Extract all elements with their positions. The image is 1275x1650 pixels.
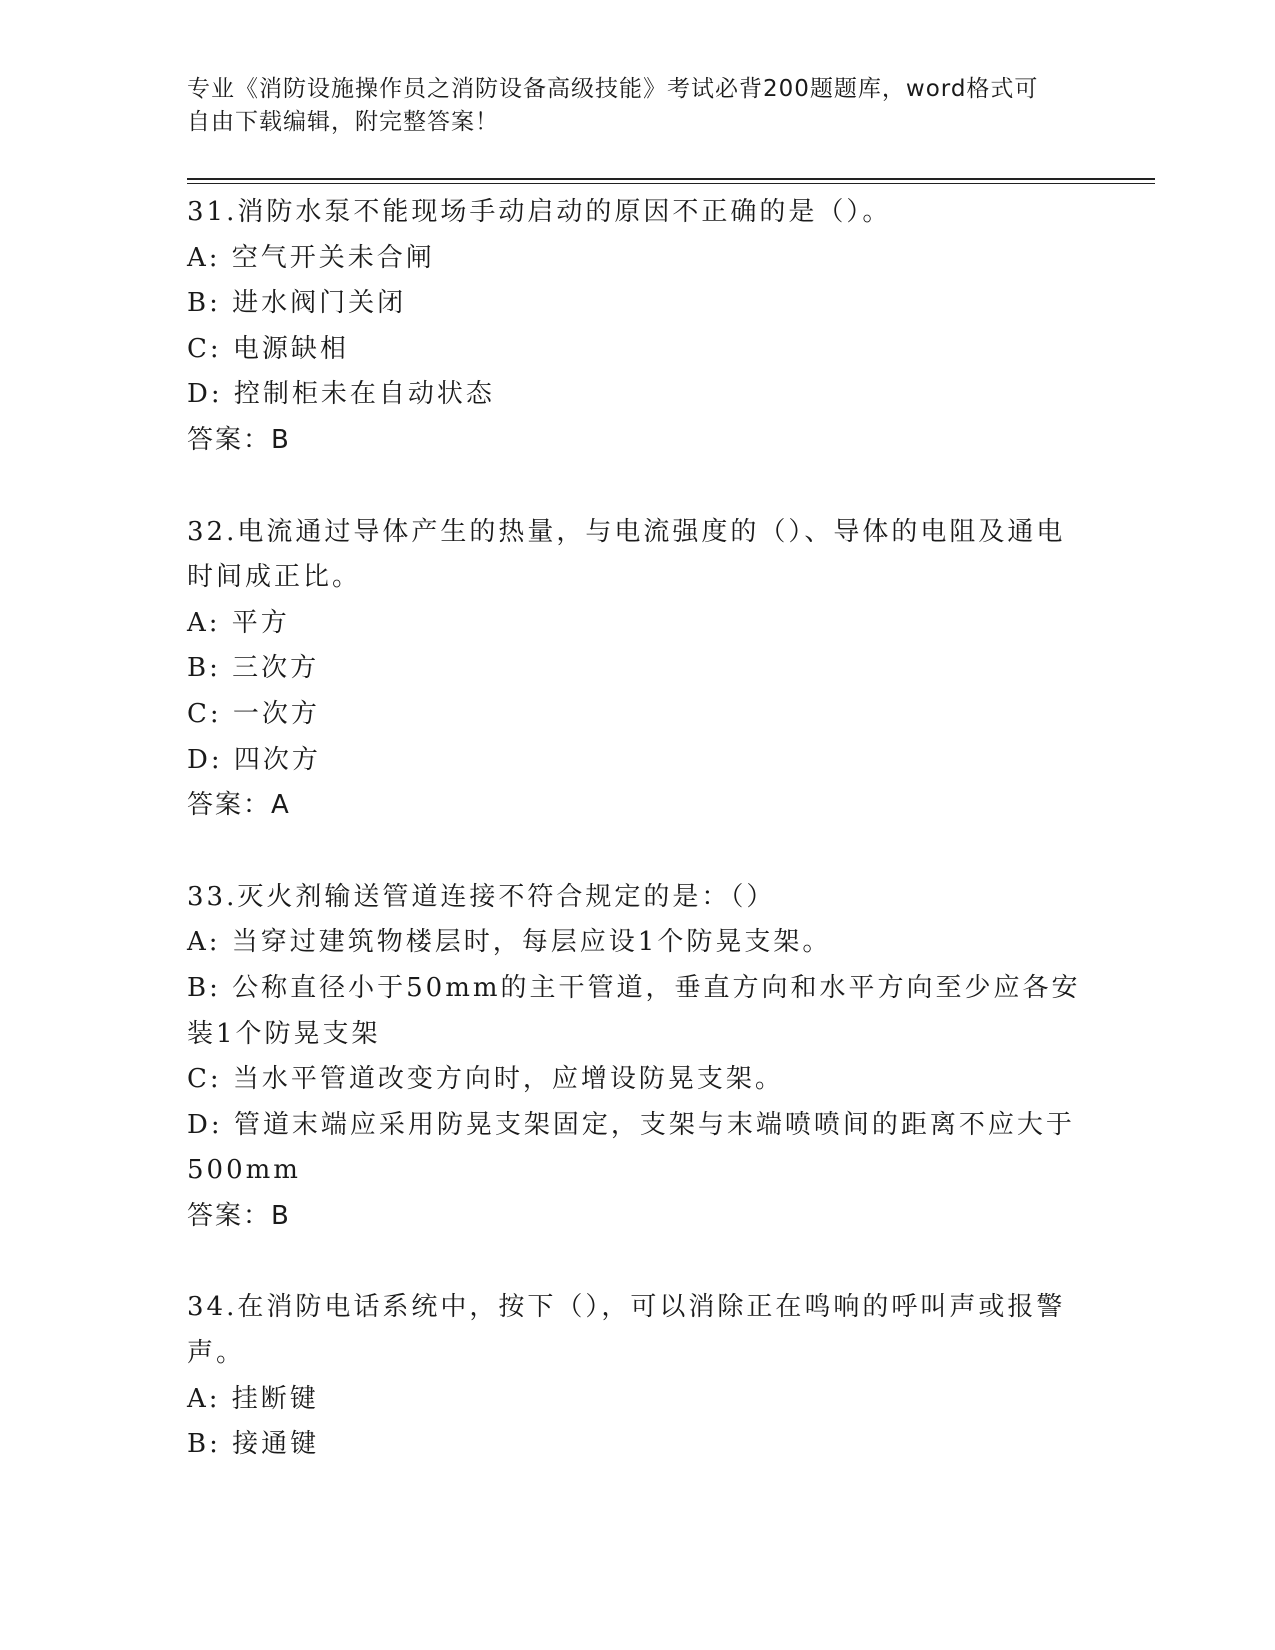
question-stem: 34.在消防电话系统中，按下（），可以消除正在鸣响的呼叫声或报警 [187,1292,1066,1323]
question-list [187,190,1087,1468]
header-line-1: 专业《消防设施操作员之消防设备高级技能》考试必背200题题库，word格式可 [187,76,1039,102]
question-32 [187,510,1087,829]
question-stem: 32.电流通过导体产生的热量，与电流强度的（）、导体的电阻及通电 [187,516,1066,547]
option-b: B: 公称直径小于50mm的主干管道，垂直方向和水平方向至少应各安 [187,972,1081,1003]
answer-line: 答案：B [187,424,291,455]
question-33 [187,875,1087,1240]
option-d: D: 四次方 [187,744,321,775]
question-stem-continued: 声。 [187,1338,246,1369]
option-c: C: 一次方 [187,698,320,729]
option-d: D: 管道末端应采用防晃支架固定，支架与末端喷喷间的距离不应大于 [187,1109,1075,1140]
answer-line: 答案：B [187,1200,291,1231]
question-stem: 33.灭火剂输送管道连接不符合规定的是：（） [187,881,776,912]
question-34 [187,1285,1087,1467]
header-line-2: 自由下载编辑，附完整答案！ [187,109,499,135]
question-spacer [187,464,1087,510]
answer-line: 答案：A [187,790,291,821]
question-stem: 31.消防水泵不能现场手动启动的原因不正确的是（）。 [187,197,892,227]
option-a: A: 平方 [187,607,290,638]
option-c: C: 当水平管道改变方向时，应增设防晃支架。 [187,1064,784,1095]
question-stem-continued: 时间成正比。 [187,562,362,593]
header-rule-top [187,178,1155,180]
option-a: A: 空气开关未合闸 [187,242,435,273]
option-b-continued: 装1个防晃支架 [187,1018,381,1049]
question-spacer [187,829,1087,875]
option-d-continued: 500mm [187,1155,301,1186]
option-a: A: 挂断键 [187,1383,319,1414]
document-header [187,73,1087,139]
option-c: C: 电源缺相 [187,333,349,364]
question-31 [187,190,1087,464]
option-d: D: 控制柜未在自动状态 [187,379,495,410]
option-b: B: 三次方 [187,653,320,684]
option-a: A: 当穿过建筑物楼层时，每层应设1个防晃支架。 [187,927,832,958]
header-rule-bottom [187,183,1155,184]
question-spacer [187,1239,1087,1285]
option-b: B: 接通键 [187,1429,320,1460]
option-b: B: 进水阀门关闭 [187,288,407,319]
